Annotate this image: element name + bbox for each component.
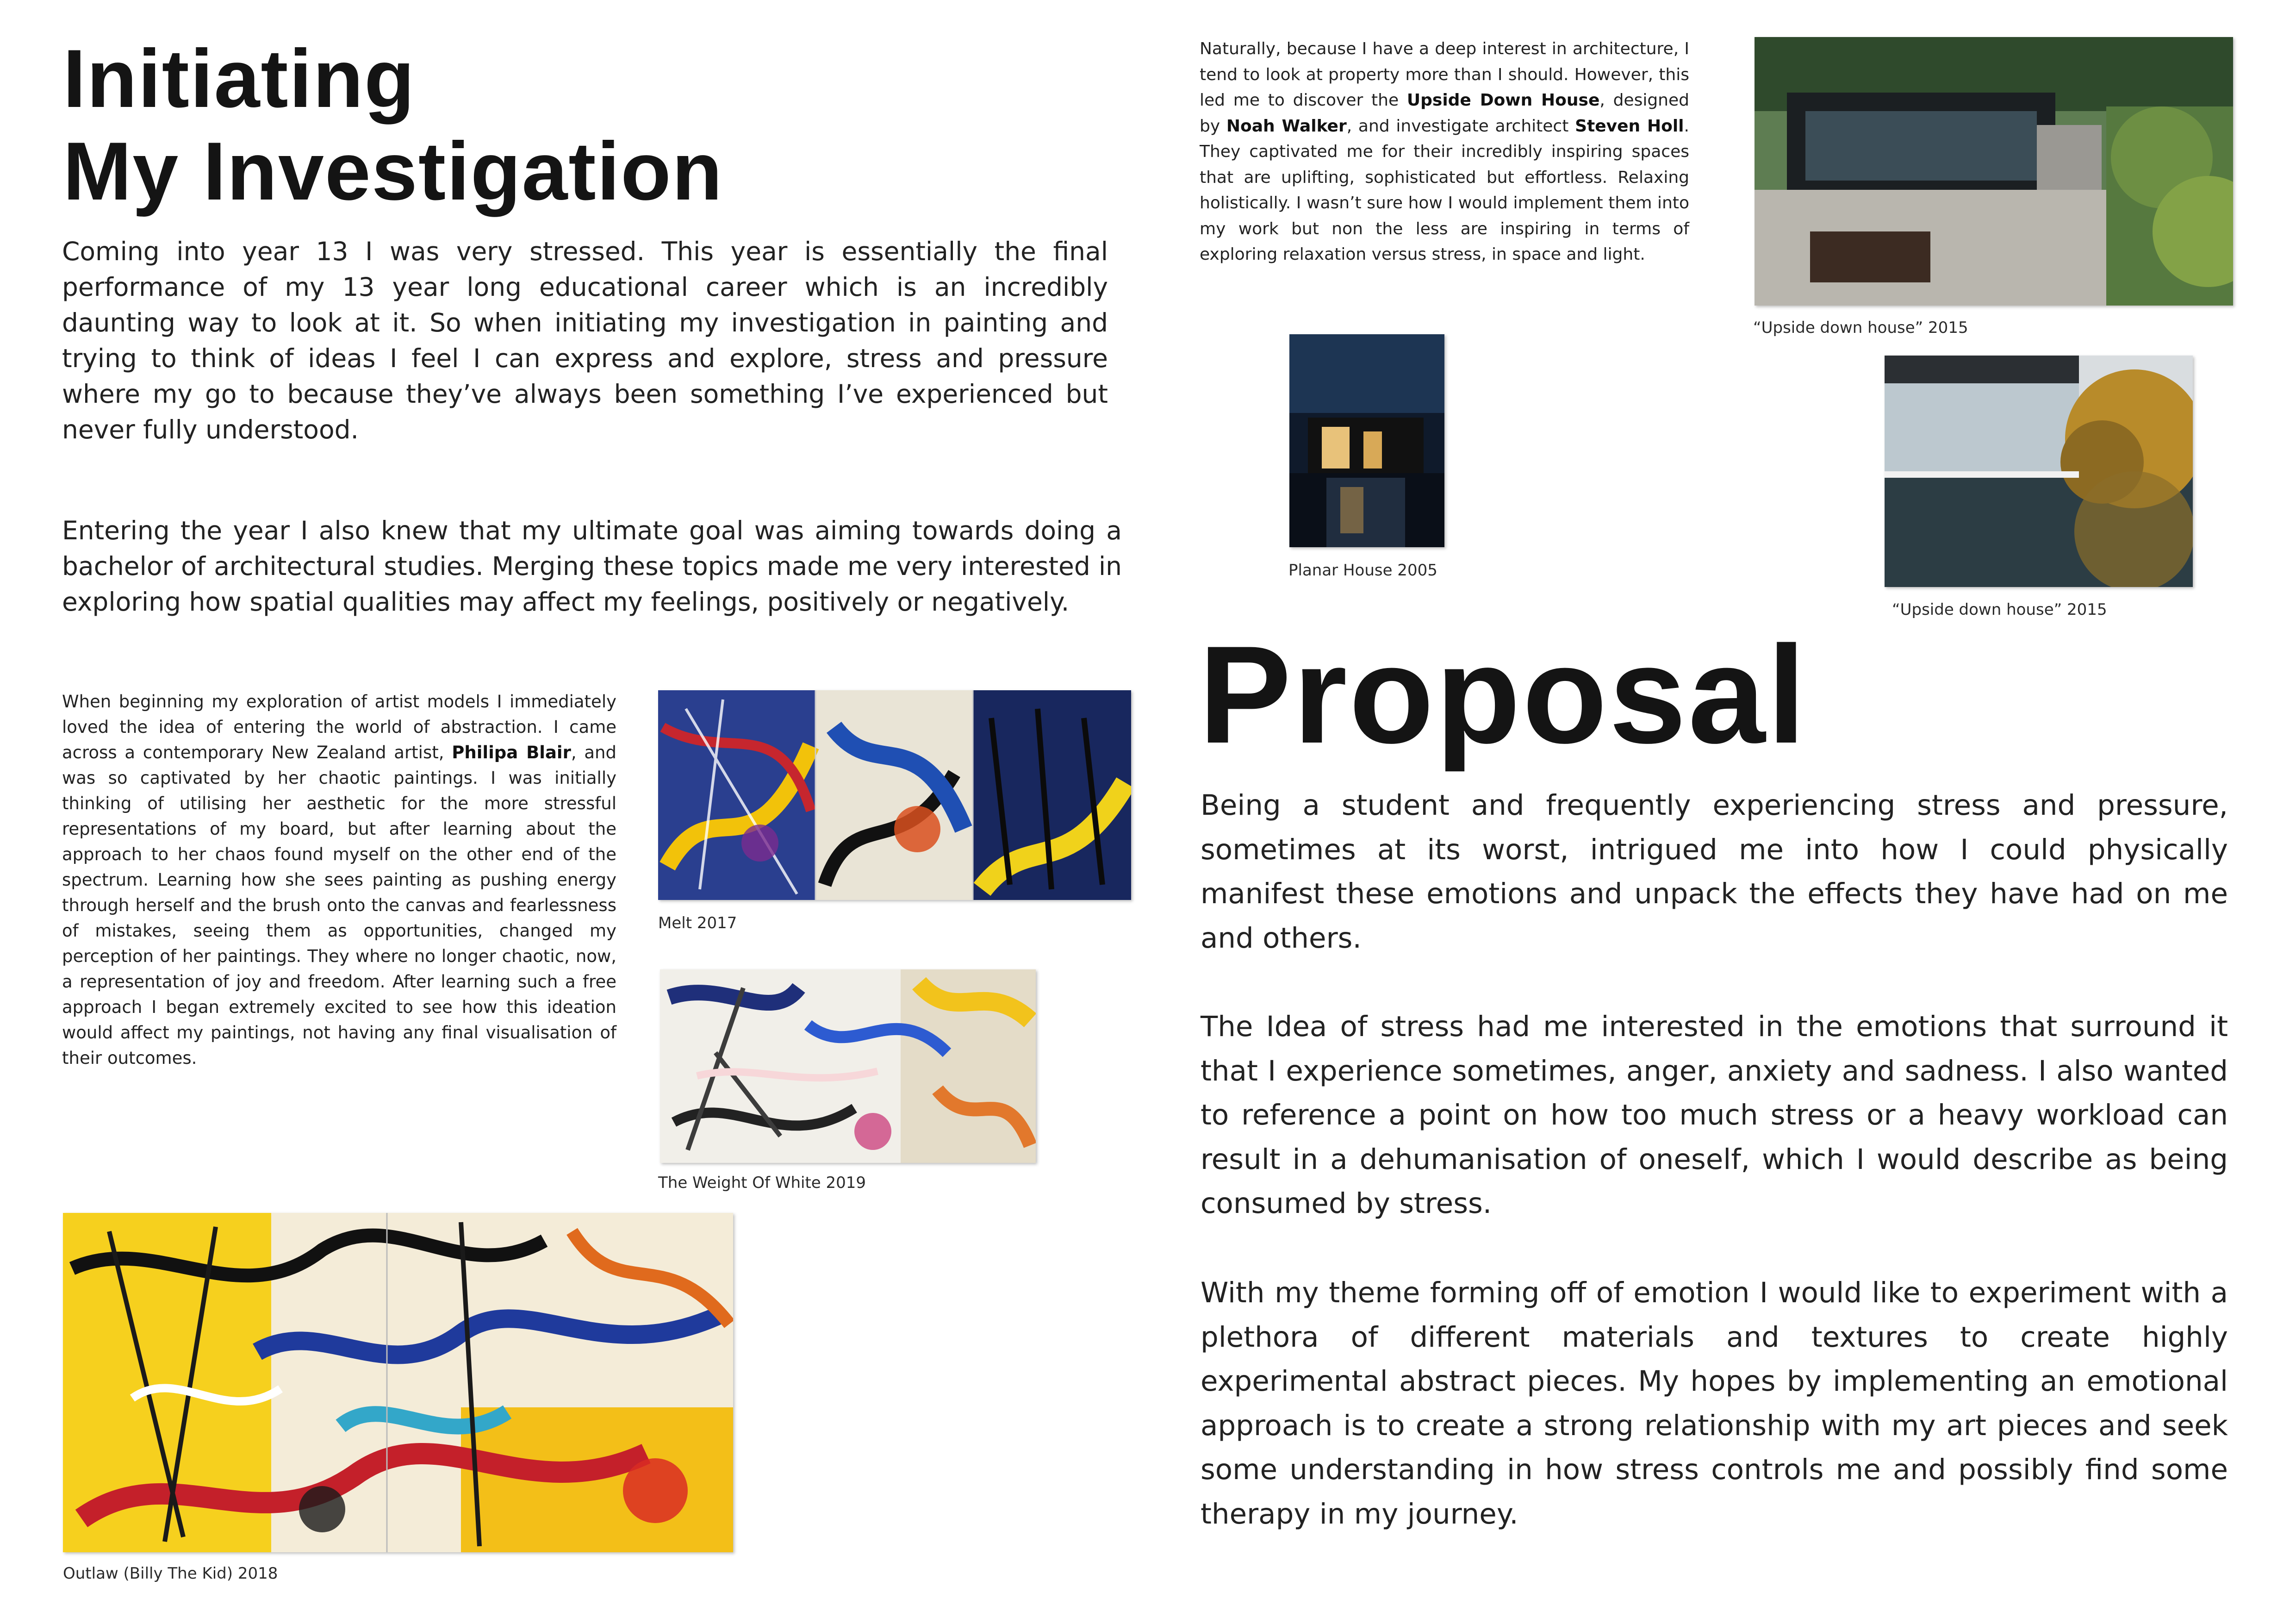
title-line-1: Initiating xyxy=(63,32,416,125)
architecture-goal-paragraph: Entering the year I also knew that my ultimate goal was aiming towards doing a bachelor of architectural studies. Merging these topics made me very interested in exploring how spatial qualities may affect my feelings, positively or negatively. xyxy=(62,516,1122,617)
designer-name: Noah Walker xyxy=(1226,116,1347,136)
planar-house-photo xyxy=(1289,334,1444,547)
proposal-paragraph-1: Being a student and frequently experiencing stress and pressure, sometimes at its worst, intrigued me into how I could physically manifest these emotions and unpack the effects they have had on me and others. xyxy=(1201,789,2228,955)
arch-text-part-2: , designed by xyxy=(1200,91,1689,136)
title-line-2: My Investigation xyxy=(63,125,723,217)
proposal-paragraph-3: With my theme forming off of emotion I would like to experiment with a plethora of different materials and textures to create highly experimental abstract pieces. My hopes by implementing an emotional approach is to create a strong relationship with my art pieces and seek some understanding in how stress controls me and possibly find some therapy in my journey. xyxy=(1201,1276,2228,1530)
artist-model-paragraph xyxy=(62,689,616,1071)
outlaw-caption: Outlaw (Billy The Kid) 2018 xyxy=(63,1564,278,1583)
proposal-title: Proposal xyxy=(1199,617,1808,772)
weight-of-white-caption: The Weight Of White 2019 xyxy=(658,1174,866,1192)
weight-of-white-painting-image xyxy=(660,969,1036,1163)
arch-text-part-3: , and investigate architect xyxy=(1346,116,1575,136)
planar-house-caption: Planar House 2005 xyxy=(1288,561,1437,580)
upside-down-house-photo-top xyxy=(1755,37,2233,306)
outlaw-painting-image xyxy=(63,1213,733,1552)
artist-text-part-2: , and was so captivated by her chaotic paintings. I was initially thinking of utilising her aesthetic for the more stressful representations of my board, but after learning about the approach to her chaos found myself on the other end of the spectrum. Learning how she sees painting as pushing energy through herself and the brush onto the canvas and fearlessness of mistakes, seeing them as opportunities, changed my perception of her paintings. They where no longer chaotic, now, a representation of joy and freedom. After learning such a free approach I began extremely excited to see how this ideation would affect my paintings, not having any final visualisation of their outcomes. xyxy=(62,743,616,1068)
upside-down-house-caption-bottom: “Upside down house” 2015 xyxy=(1892,600,2107,619)
architecture-paragraph xyxy=(1200,36,1689,268)
upside-down-house-name: Upside Down House xyxy=(1406,91,1600,110)
upside-down-house-photo-bottom xyxy=(1885,356,2193,587)
melt-caption: Melt 2017 xyxy=(658,914,737,932)
upside-down-house-caption-top: “Upside down house” 2015 xyxy=(1753,319,1968,337)
artist-name: Philipa Blair xyxy=(452,743,571,762)
arch-text-part-1: Naturally, because I have a deep interest in architecture, I tend to look at property more than I should. However, this led me to discover the xyxy=(1200,39,1689,110)
artist-text-part-1: When beginning my exploration of artist models I immediately loved the idea of entering the world of abstraction. I came across a contemporary New Zealand artist, xyxy=(62,692,616,762)
architect-name: Steven Holl xyxy=(1575,116,1684,136)
intro-paragraph: Coming into year 13 I was very stressed. This year is essentially the final performance of my 13 year long educational career which is an incredibly daunting way to look at it. So when initiating my investigation in painting and trying to think of ideas I feel I can express and explore, stress and pressure where my go to because they’ve always been something I’ve experienced but never fully understood. xyxy=(62,237,1108,444)
page-title xyxy=(63,32,723,218)
arch-text-part-4: . They captivated me for their incredibly inspiring spaces that are uplifting, sophisticated but effortless. Relaxing holistically. I wasn’t sure how I would implement them into my work but non the less are inspiring in terms of exploring relaxation versus stress, in space and light. xyxy=(1200,116,1689,264)
proposal-paragraph-2: The Idea of stress had me interested in the emotions that surround it that I experience sometimes, anger, anxiety and sadness. I also wanted to reference a point on how too much stress or a heavy workload can result in a dehumanisation of oneself, which I would describe as being consumed by stress. xyxy=(1201,1010,2228,1220)
melt-painting-image xyxy=(658,690,1131,900)
